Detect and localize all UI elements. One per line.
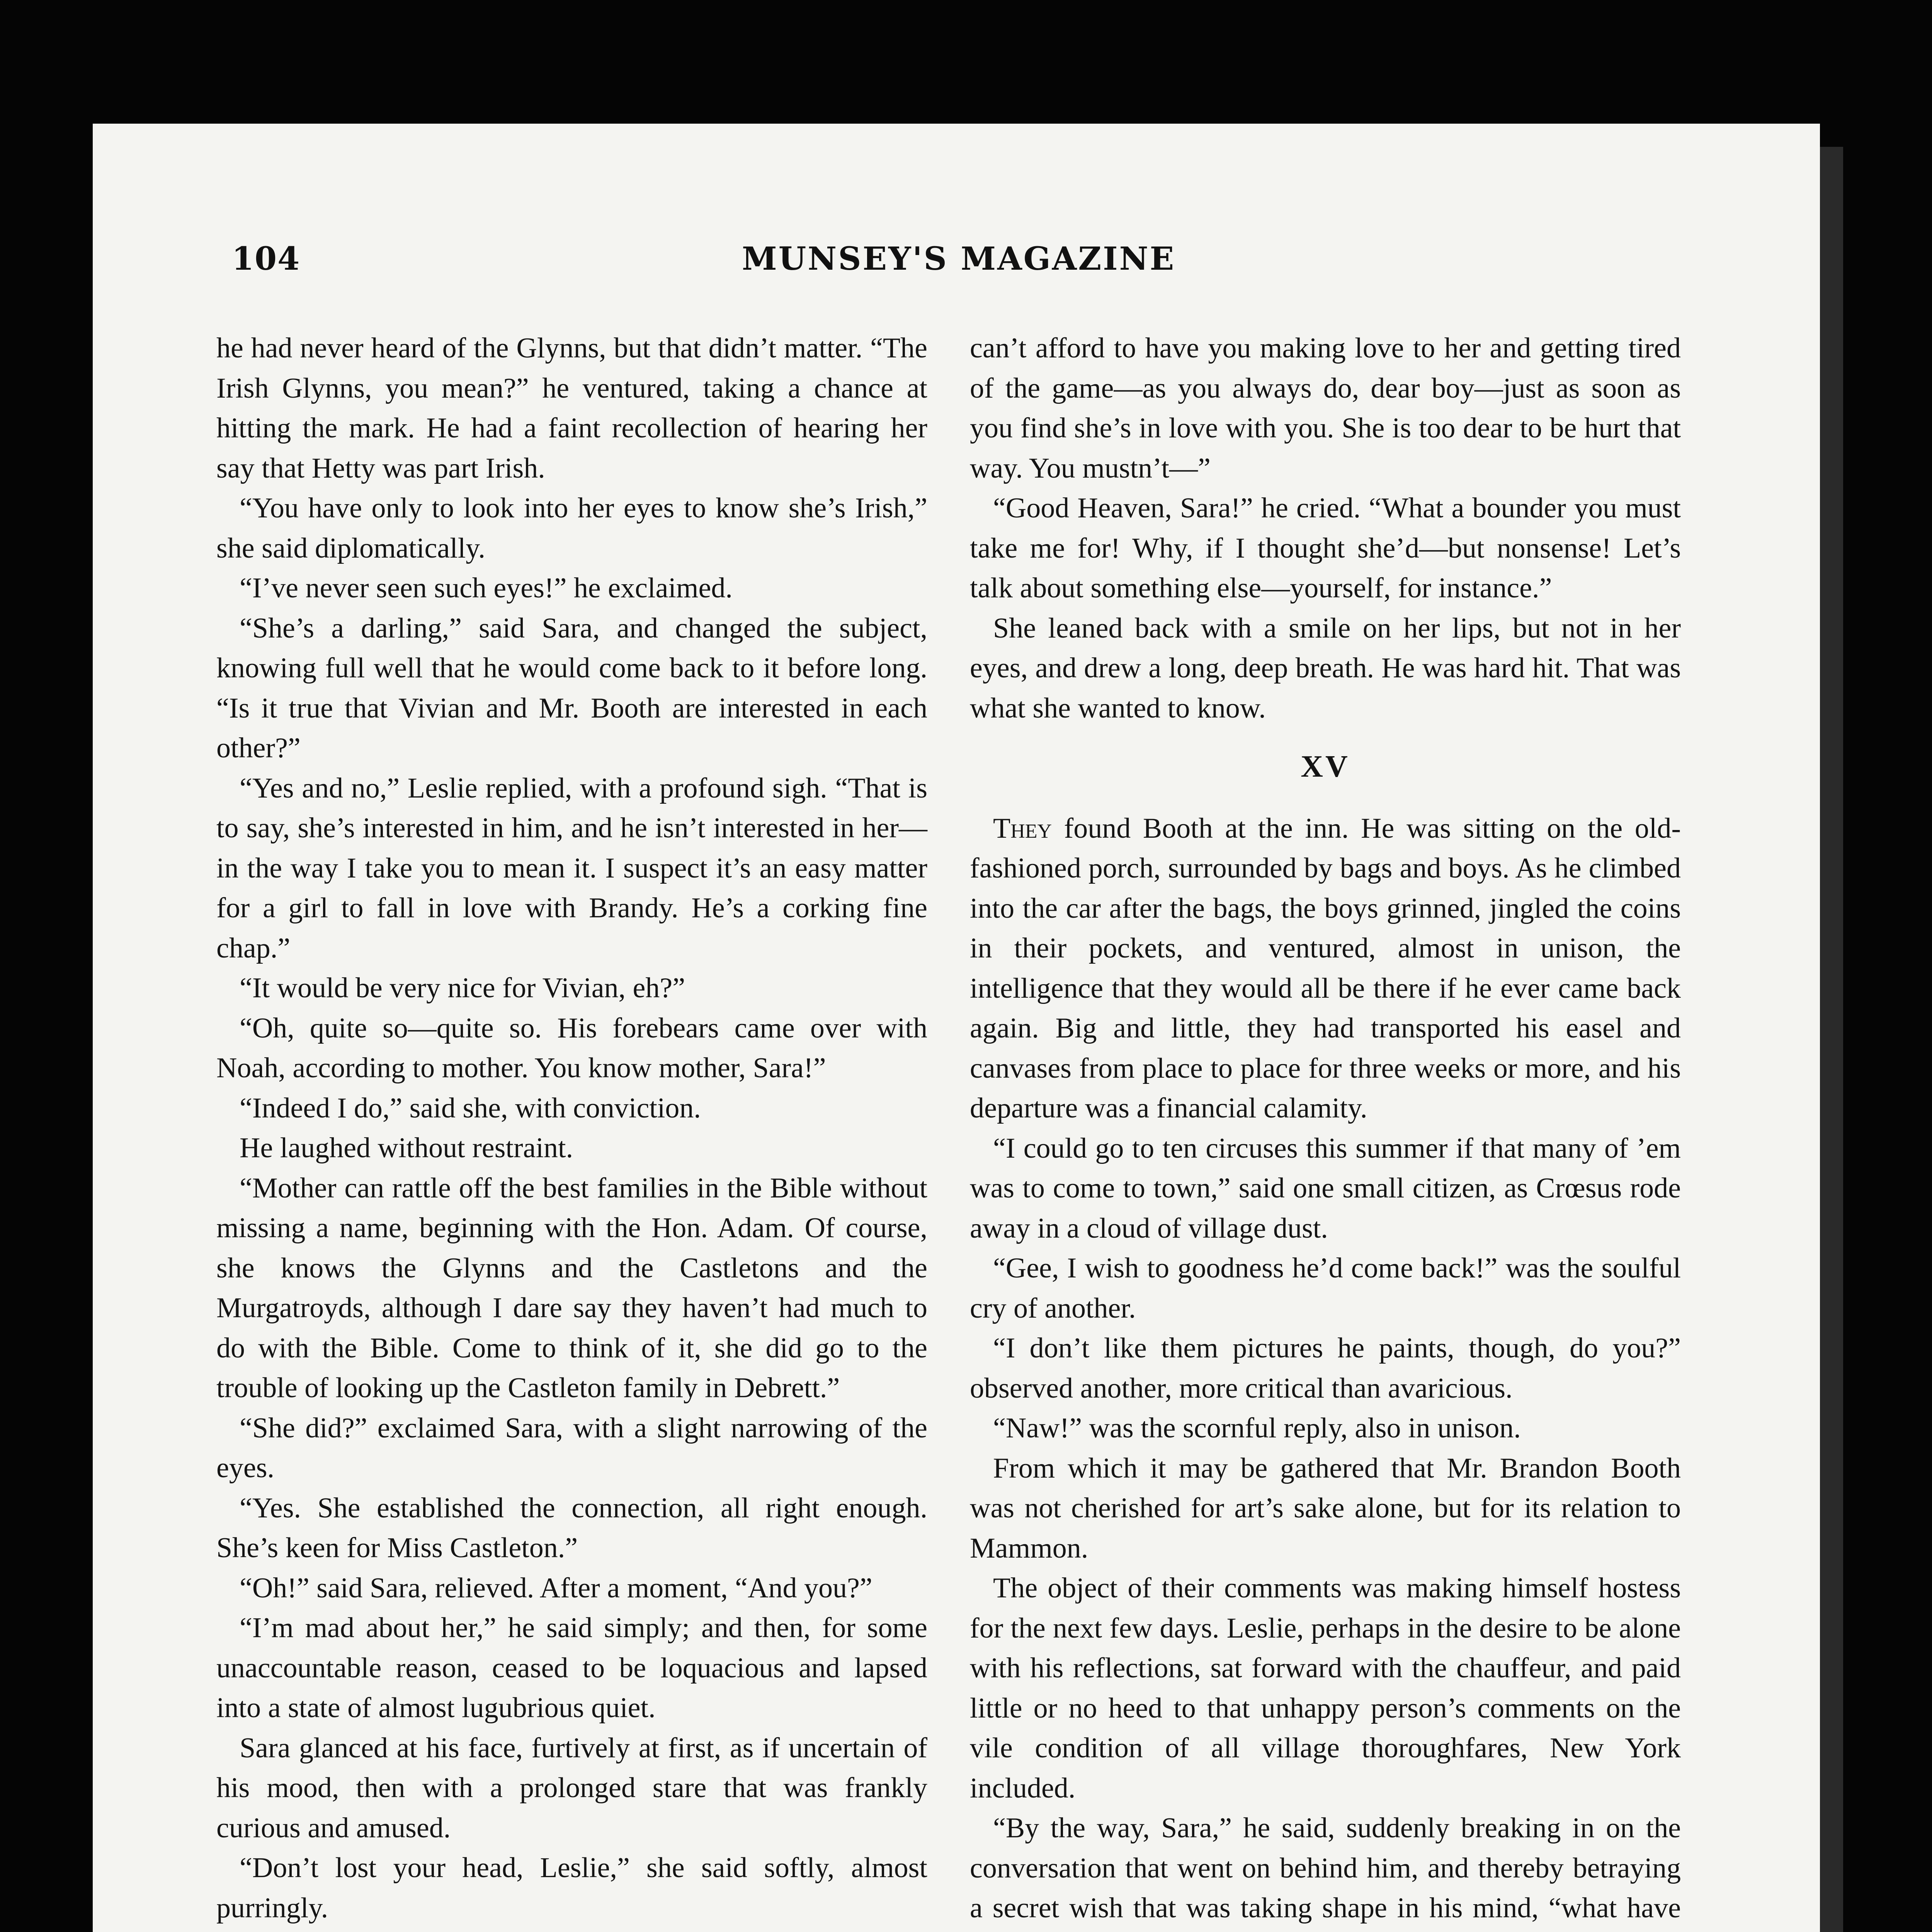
paragraph: The object of their comments was making himself hostess for the next few days. Leslie, perhaps in the desire to be alone with his reflections, sat forward with the chauffeur, and paid little or no heed to that unhappy person’s comments on the vile condition of all village thoroughfares, New York included. [970, 1572, 1681, 1804]
facing-page-edge [1820, 147, 1843, 1932]
paragraph: Sara glanced at his face, furtively at first, as if uncertain of his mood, then with a prolonged stare that was frankly curious and amused. [216, 1732, 927, 1844]
paragraph: he had never heard of the Glynns, but that didn’t matter. “The Irish Glynns, you mean?” he ventured, taking a chance at hitting the mark. He had a faint recollection of hearing her say that Hetty was part Irish. [216, 332, 927, 484]
paragraph: “Good Heaven, Sara!” he cried. “What a bounder you must take me for! Why, if I thought she’d—but nonsense! Let’s talk about something else—yourself, for instance.” [970, 492, 1681, 604]
paragraph: can’t afford to have you making love to her and getting tired of the game—as you always do, dear boy—just as soon as you find she’s in love with you. She is too dear to be hurt that way. You mustn’t—” [970, 332, 1681, 484]
left-column [216, 328, 927, 1932]
paragraph: “I don’t like them pictures he paints, though, do you?” observed another, more critical than avaricious. [970, 1332, 1681, 1404]
paragraph: “Gee, I wish to goodness he’d come back!” was the soulful cry of another. [970, 1252, 1681, 1324]
paragraph: “I’ve never seen such eyes!” he exclaimed. [240, 572, 733, 604]
paragraph: “I’m mad about her,” he said simply; and then, for some unaccountable reason, ceased to be loquacious and lapsed into a state of almost lugubrious quiet. [216, 1612, 927, 1724]
paragraph: “Indeed I do,” said she, with conviction. [240, 1092, 701, 1124]
paragraph: “It would be very nice for Vivian, eh?” [240, 972, 685, 1004]
paragraph: “Oh!” said Sara, relieved. After a moment, “And you?” [240, 1572, 872, 1604]
section-opening-text: found Booth at the inn. He was sitting on the old-fashioned porch, surrounded by bags and boys. As he climbed into the car after the bags, the boys grinned, jingled the coins in their pockets, and ventured, almost in unison, the intelligence that they would all be there if he ever came back again. Big and little, they had transported his easel and canvases from place to place for three weeks or more, and his departure was a financial calamity. [970, 812, 1681, 1124]
paragraph [216, 1928, 927, 1932]
section-heading: XV [1301, 750, 1350, 784]
paragraph: She leaned back with a smile on her lips, but not in her eyes, and drew a long, deep breath. He was hard hit. That was what she wanted to know. [970, 612, 1681, 724]
paragraph: “Yes and no,” Leslie replied, with a profound sigh. “That is to say, she’s interested in him, and he isn’t interested in her—in the way I take you to mean it. I suspect it’s an easy matter for a girl to fall in love with Brandy. He’s a corking fine chap.” [216, 772, 927, 964]
paragraph: “Naw!” was the scornful reply, also in unison. [993, 1412, 1521, 1444]
paragraph: “She’s a darling,” said Sara, and changed the subject, knowing full well that he would come back to it before long. “Is it true that Vivian and Mr. Booth are interested in each other?” [216, 612, 927, 764]
paragraph: “She did?” exclaimed Sara, with a slight narrowing of the eyes. [216, 1412, 927, 1484]
paragraph: “By the way, Sara,” he said, suddenly breaking in on the conversation that went on behind him, and thereby betraying a secret wish that was taking shape in his mind, “what have [970, 1812, 1681, 1924]
paragraph: He laughed without restraint. [240, 1132, 573, 1164]
paragraph: “Yes. She established the connection, all right enough. She’s keen for Miss Castleton.” [216, 1492, 927, 1564]
paragraph: “Mother can rattle off the best families in the Bible without missing a name, beginning with the Hon. Adam. Of course, she knows the Glynns and the Castletons and the Murgatroyds, although I dare say they haven’t had much to do with the Bible. Come to think of it, she did go to the trouble of looking up the Castleton family in Debrett.” [216, 1172, 927, 1404]
paragraph: “I could go to ten circuses this summer if that many of ’em was to come to town,” said one small citizen, as Crœsus rode away in a cloud of village dust. [970, 1132, 1681, 1244]
right-column [970, 328, 1681, 1932]
paragraph: “You have only to look into her eyes to know she’s Irish,” she said diplomatically. [216, 492, 927, 564]
paragraph: “Oh, quite so—quite so. His forebears came over with Noah, according to mother. You know mother, Sara!” [216, 1012, 927, 1084]
paragraph: “Don’t lost your head, Leslie,” she said softly, almost purringly. [216, 1852, 927, 1924]
running-head: MUNSEY'S MAGAZINE [742, 240, 1176, 277]
page-header [232, 240, 1700, 291]
section-opening-paragraph [970, 809, 1681, 1129]
section-opening-word: They [993, 812, 1052, 844]
page-number: 104 [232, 240, 301, 277]
paragraph: From which it may be gathered that Mr. Brandon Booth was not cherished for art’s sake alone, but for its relation to Mammon. [970, 1452, 1681, 1564]
